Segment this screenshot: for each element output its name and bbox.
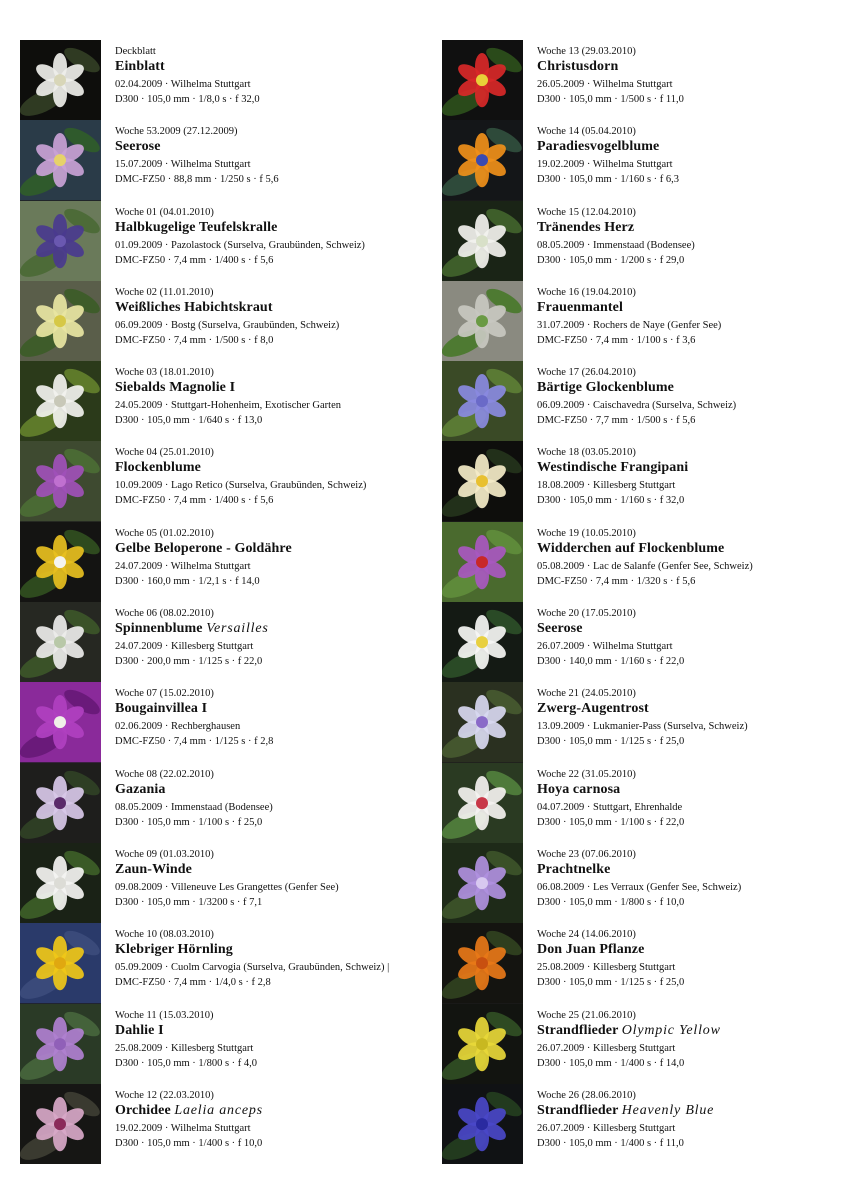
bleeding-heart-photo (442, 201, 523, 281)
plant-name-main: Hoya carnosa (537, 781, 621, 797)
plant-name-main: Tränendes Herz (537, 219, 635, 235)
plant-name-main: Seerose (115, 139, 161, 155)
date-location: 06.08.2009 · Les Verraux (Genfer See, Schweiz) (537, 881, 742, 893)
statice-yellow-photo (442, 1004, 523, 1084)
calendar-entry-r14 (442, 1084, 832, 1164)
calendar-entry-l14 (20, 1084, 410, 1164)
camera-settings: D300 · 105,0 mm · 1/800 s · f 10,0 (537, 896, 685, 908)
calendar-entry-l1 (20, 40, 410, 120)
camera-settings: D300 · 105,0 mm · 1/400 s · f 10,0 (115, 1137, 263, 1149)
camera-settings: DMC-FZ50 · 7,4 mm · 1/320 s · f 5,6 (537, 575, 696, 587)
knapweed-photo (20, 441, 101, 521)
entry-text (537, 1009, 832, 1071)
week-label: Woche 10 (08.03.2010) (115, 929, 214, 941)
plant-name-main: Strandflieder (537, 1102, 622, 1118)
left-column (20, 40, 410, 1164)
date-location: 24.05.2009 · Stuttgart-Hohenheim, Exotischer Garten (115, 400, 341, 412)
camera-settings: DMC-FZ50 · 7,4 mm · 1/100 s · f 3,6 (537, 334, 696, 346)
plant-name-main: Frauenmantel (537, 299, 623, 315)
plant-name (115, 58, 410, 77)
plant-name (537, 941, 832, 960)
date-location: 02.06.2009 · Rechberghausen (115, 721, 241, 733)
plant-name (115, 941, 410, 960)
calendar-entry-r13 (442, 1004, 832, 1084)
camera-settings: DMC-FZ50 · 7,4 mm · 1/400 s · f 5,6 (115, 254, 274, 266)
calendar-entry-r5 (442, 361, 832, 441)
camera-settings: DMC-FZ50 · 7,7 mm · 1/500 s · f 5,6 (537, 415, 696, 427)
eyebright-photo (442, 682, 523, 762)
date-location: 13.09.2009 · Lukmanier-Pass (Surselva, Schweiz) (537, 721, 748, 733)
week-label: Woche 15 (12.04.2010) (537, 206, 636, 218)
yellow-stagshorn-photo (20, 923, 101, 1003)
date-location: 26.05.2009 · Wilhelma Stuttgart (537, 79, 673, 90)
week-label: Woche 21 (24.05.2010) (537, 688, 636, 700)
camera-settings: D300 · 105,0 mm · 1/125 s · f 25,0 (537, 977, 685, 989)
plant-name (115, 1022, 410, 1041)
plant-name-main: Gelbe Beloperone - Goldähre (115, 540, 292, 556)
date-location: 09.08.2009 · Villeneuve Les Grangettes (Genfer See) (115, 881, 339, 893)
entry-text (115, 45, 410, 107)
calendar-entry-r11 (442, 843, 832, 923)
burnet-moth-photo (442, 522, 523, 602)
plant-name-cultivar: Laelia anceps (174, 1102, 263, 1118)
orchid-photo (20, 1084, 101, 1164)
date-location: 08.05.2009 · Immenstaad (Bodensee) (115, 801, 273, 813)
plant-name (537, 1102, 832, 1121)
plant-name (537, 700, 832, 719)
week-label: Woche 02 (11.01.2010) (115, 286, 214, 298)
camera-settings: DMC-FZ50 · 7,4 mm · 1/500 s · f 8,0 (115, 334, 274, 346)
calendar-entry-r8 (442, 602, 832, 682)
plant-name-cultivar: Heavenly Blue (621, 1102, 715, 1118)
plant-name (537, 620, 832, 639)
plant-name (537, 58, 832, 77)
week-label: Woche 11 (15.03.2010) (115, 1009, 214, 1021)
plant-name-main: Flockenblume (115, 460, 201, 476)
entry-text (115, 366, 410, 428)
entry-text (537, 206, 832, 268)
date-location: 05.08.2009 · Lac de Salanfe (Genfer See, Schweiz) (537, 560, 753, 572)
ladys-mantle-photo (442, 281, 523, 361)
plant-name (537, 540, 832, 559)
camera-settings: D300 · 105,0 mm · 1/640 s · f 13,0 (115, 415, 263, 427)
entry-text (115, 527, 410, 589)
entry-text (537, 607, 832, 669)
date-location: 02.04.2009 · Wilhelma Stuttgart (115, 79, 251, 90)
week-label: Woche 08 (22.02.2010) (115, 768, 214, 780)
camera-settings: D300 · 200,0 mm · 1/125 s · f 22,0 (115, 656, 263, 668)
date-location: 01.09.2009 · Pazolastock (Surselva, Graubünden, Schweiz) (115, 239, 365, 251)
date-location: 05.09.2009 · Cuolm Carvogia (Surselva, Graubünden, Schweiz) | DMC-FZ50 · 7,4 mm · 1/4,0 s · f 2,8 (115, 962, 390, 989)
entry-text (115, 687, 410, 749)
plant-name (115, 299, 410, 318)
frangipani-photo (442, 441, 523, 521)
camera-settings: D300 · 105,0 mm · 1/500 s · f 11,0 (537, 94, 684, 105)
peace-lily-photo (20, 40, 101, 120)
week-label: Woche 07 (15.02.2010) (115, 688, 214, 700)
hawkweed-photo (20, 281, 101, 361)
plant-name-main: Dahlie I (115, 1022, 164, 1038)
plant-name (115, 781, 410, 800)
plant-name (537, 861, 832, 880)
camera-settings: D300 · 105,0 mm · 1/100 s · f 25,0 (115, 816, 263, 828)
wax-flower-photo (442, 763, 523, 843)
camera-settings: DMC-FZ50 · 7,4 mm · 1/400 s · f 5,6 (115, 495, 274, 507)
plant-name-main: Widderchen auf Flockenblume (537, 540, 725, 556)
camera-settings: D300 · 105,0 mm · 1/160 s · f 6,3 (537, 174, 680, 186)
camera-settings: D300 · 105,0 mm · 1/8,0 s · f 32,0 (115, 94, 260, 105)
week-label: Woche 14 (05.04.2010) (537, 126, 636, 138)
camera-settings: D300 · 105,0 mm · 1/160 s · f 32,0 (537, 495, 685, 507)
plant-name (115, 1102, 410, 1121)
white-water-lily-photo (442, 602, 523, 682)
date-location: 06.09.2009 · Caischavedra (Surselva, Schweiz) (537, 400, 737, 412)
nasturtium-photo (442, 923, 523, 1003)
date-location: 08.05.2009 · Immenstaad (Bodensee) (537, 239, 695, 251)
plant-name (537, 138, 832, 157)
camera-settings: D300 · 140,0 mm · 1/160 s · f 22,0 (537, 656, 685, 668)
plant-name-main: Zwerg-Augentrost (537, 701, 649, 717)
entry-text (537, 1089, 832, 1151)
water-lily-photo (20, 120, 101, 200)
entry-text (537, 527, 832, 589)
plant-name (115, 219, 410, 238)
gazania-photo (20, 763, 101, 843)
week-label: Deckblatt (115, 46, 156, 57)
plant-name-cultivar: Olympic Yellow (621, 1022, 721, 1038)
plant-name (115, 620, 410, 639)
entry-text (115, 768, 410, 830)
date-location: 19.02.2009 · Wilhelma Stuttgart (537, 159, 673, 171)
plant-name (537, 459, 832, 478)
entry-text (537, 768, 832, 830)
week-label: Woche 03 (18.01.2010) (115, 367, 214, 379)
entry-text (537, 45, 832, 107)
week-label: Woche 22 (31.05.2010) (537, 768, 636, 780)
camera-settings: D300 · 105,0 mm · 1/125 s · f 25,0 (537, 736, 685, 748)
plant-name-main: Bärtige Glockenblume (537, 380, 674, 396)
plant-name (115, 700, 410, 719)
week-label: Woche 01 (04.01.2010) (115, 206, 214, 218)
calendar-entry-l9 (20, 682, 410, 762)
plant-name-main: Spinnenblume (115, 621, 207, 637)
plant-name (115, 540, 410, 559)
week-label: Woche 06 (08.02.2010) (115, 608, 214, 620)
camera-settings: D300 · 105,0 mm · 1/3200 s · f 7,1 (115, 896, 263, 908)
calendar-entry-l12 (20, 923, 410, 1003)
entry-text (115, 1089, 410, 1151)
plant-name-main: Weißliches Habichtskraut (115, 299, 273, 315)
plant-name (537, 781, 832, 800)
camera-settings: D300 · 105,0 mm · 1/100 s · f 22,0 (537, 816, 685, 828)
entry-text (115, 206, 410, 268)
devils-claw-photo (20, 201, 101, 281)
week-label: Woche 53.2009 (27.12.2009) (115, 126, 238, 138)
entry-text (537, 687, 832, 749)
plant-name-main: Prachtnelke (537, 861, 611, 877)
plant-name-main: Einblatt (115, 59, 165, 74)
week-label: Woche 12 (22.03.2010) (115, 1089, 214, 1101)
entry-text (537, 446, 832, 508)
week-label: Woche 25 (21.06.2010) (537, 1009, 636, 1021)
entry-text (537, 928, 832, 990)
entry-text (115, 928, 410, 990)
plant-name-main: Strandflieder (537, 1022, 622, 1038)
date-location: 10.09.2009 · Lago Retico (Surselva, Graubünden, Schweiz) (115, 480, 367, 492)
calendar-entry-l4 (20, 281, 410, 361)
camera-settings: D300 · 105,0 mm · 1/800 s · f 4,0 (115, 1057, 258, 1069)
plant-name (537, 299, 832, 318)
statice-blue-photo (442, 1084, 523, 1164)
week-label: Woche 16 (19.04.2010) (537, 286, 636, 298)
camera-settings: D300 · 105,0 mm · 1/400 s · f 14,0 (537, 1057, 685, 1069)
camera-settings: DMC-FZ50 · 7,4 mm · 1/125 s · f 2,8 (115, 736, 274, 748)
entry-text (537, 125, 832, 187)
dahlia-photo (20, 1004, 101, 1084)
calendar-entry-l11 (20, 843, 410, 923)
calendar-entry-l5 (20, 361, 410, 441)
calendar-entry-l7 (20, 522, 410, 602)
calendar-entry-r9 (442, 682, 832, 762)
date-location: 31.07.2009 · Rochers de Naye (Genfer See) (537, 319, 722, 331)
calendar-entry-l6 (20, 441, 410, 521)
calendar-entry-r1 (442, 40, 832, 120)
date-location: 26.07.2009 · Killesberg Stuttgart (537, 1042, 676, 1054)
calendar-entry-l8 (20, 602, 410, 682)
plant-name (537, 379, 832, 398)
calendar-entry-l13 (20, 1004, 410, 1084)
calendar-entry-r12 (442, 923, 832, 1003)
plant-name-main: Westindische Frangipani (537, 460, 689, 476)
golden-shrimp-plant-photo (20, 522, 101, 602)
plant-name-main: Don Juan Pflanze (537, 942, 645, 958)
calendar-entry-r3 (442, 201, 832, 281)
plant-name-main: Zaun-Winde (115, 861, 192, 877)
entry-text (537, 286, 832, 348)
week-label: Woche 24 (14.06.2010) (537, 929, 636, 941)
calendar-entry-r2 (442, 120, 832, 200)
right-column (442, 40, 832, 1164)
entry-text (115, 125, 410, 187)
bellflower-photo (442, 361, 523, 441)
calendar-entry-r4 (442, 281, 832, 361)
plant-name-main: Siebalds Magnolie I (115, 380, 236, 396)
week-label: Woche 09 (01.03.2010) (115, 848, 214, 860)
plant-name-cultivar: Versailles (206, 621, 269, 637)
date-location: 26.07.2009 · Killesberg Stuttgart (537, 1122, 676, 1134)
week-label: Woche 23 (07.06.2010) (537, 848, 636, 860)
spider-flower-photo (20, 602, 101, 682)
plant-name-main: Bougainvillea I (115, 701, 208, 717)
calendar-entry-l10 (20, 763, 410, 843)
week-label: Woche 19 (10.05.2010) (537, 527, 636, 539)
week-label: Woche 04 (25.01.2010) (115, 447, 214, 459)
date-location: 18.08.2009 · Killesberg Stuttgart (537, 480, 676, 492)
bird-of-paradise-photo (442, 120, 523, 200)
entry-text (115, 1009, 410, 1071)
plant-name (115, 459, 410, 478)
date-location: 15.07.2009 · Wilhelma Stuttgart (115, 159, 251, 171)
plant-name (115, 138, 410, 157)
calendar-entry-r10 (442, 763, 832, 843)
plant-name-main: Halbkugelige Teufelskralle (115, 219, 278, 235)
crown-of-thorns-photo (442, 40, 523, 120)
week-label: Woche 13 (29.03.2010) (537, 46, 636, 57)
bindweed-photo (20, 843, 101, 923)
date-location: 25.08.2009 · Killesberg Stuttgart (537, 962, 676, 974)
date-location: 04.07.2009 · Stuttgart, Ehrenhalde (537, 801, 683, 813)
date-location: 24.07.2009 · Killesberg Stuttgart (115, 641, 254, 653)
plant-name (537, 1022, 832, 1041)
week-label: Woche 17 (26.04.2010) (537, 367, 636, 379)
calendar-entry-l2 (20, 120, 410, 200)
week-label: Woche 05 (01.02.2010) (115, 527, 214, 539)
plant-name-main: Klebriger Hörnling (115, 942, 233, 958)
magnolia-photo (20, 361, 101, 441)
calendar-entry-r6 (442, 441, 832, 521)
date-location: 25.08.2009 · Killesberg Stuttgart (115, 1042, 254, 1054)
camera-settings: D300 · 105,0 mm · 1/200 s · f 29,0 (537, 254, 685, 266)
date-location: 26.07.2009 · Wilhelma Stuttgart (537, 641, 673, 653)
date-location: 06.09.2009 · Bostg (Surselva, Graubünden, Schweiz) (115, 319, 340, 331)
entry-text (115, 848, 410, 910)
plant-name-main: Paradiesvogelblume (537, 139, 660, 155)
fringed-pink-photo (442, 843, 523, 923)
bougainvillea-photo (20, 682, 101, 762)
entry-text (115, 286, 410, 348)
plant-name-main: Seerose (537, 621, 583, 637)
camera-settings: D300 · 105,0 mm · 1/400 s · f 11,0 (537, 1137, 684, 1149)
calendar-entry-r7 (442, 522, 832, 602)
date-location: 24.07.2009 · Wilhelma Stuttgart (115, 560, 251, 572)
week-label: Woche 18 (03.05.2010) (537, 447, 636, 459)
entry-text (537, 848, 832, 910)
week-label: Woche 20 (17.05.2010) (537, 608, 636, 620)
plant-name-main: Gazania (115, 781, 166, 797)
plant-name-main: Orchidee (115, 1102, 175, 1118)
entry-text (115, 446, 410, 508)
date-location: 19.02.2009 · Wilhelma Stuttgart (115, 1122, 251, 1134)
entry-text (115, 607, 410, 669)
plant-name (537, 219, 832, 238)
calendar-entry-l3 (20, 201, 410, 281)
camera-settings: DMC-FZ50 · 88,8 mm · 1/250 s · f 5,6 (115, 174, 279, 186)
plant-name-main: Christusdorn (537, 59, 619, 74)
plant-name (115, 379, 410, 398)
week-label: Woche 26 (28.06.2010) (537, 1089, 636, 1101)
entry-text (537, 366, 832, 428)
camera-settings: D300 · 160,0 mm · 1/2,1 s · f 14,0 (115, 575, 260, 587)
plant-name (115, 861, 410, 880)
